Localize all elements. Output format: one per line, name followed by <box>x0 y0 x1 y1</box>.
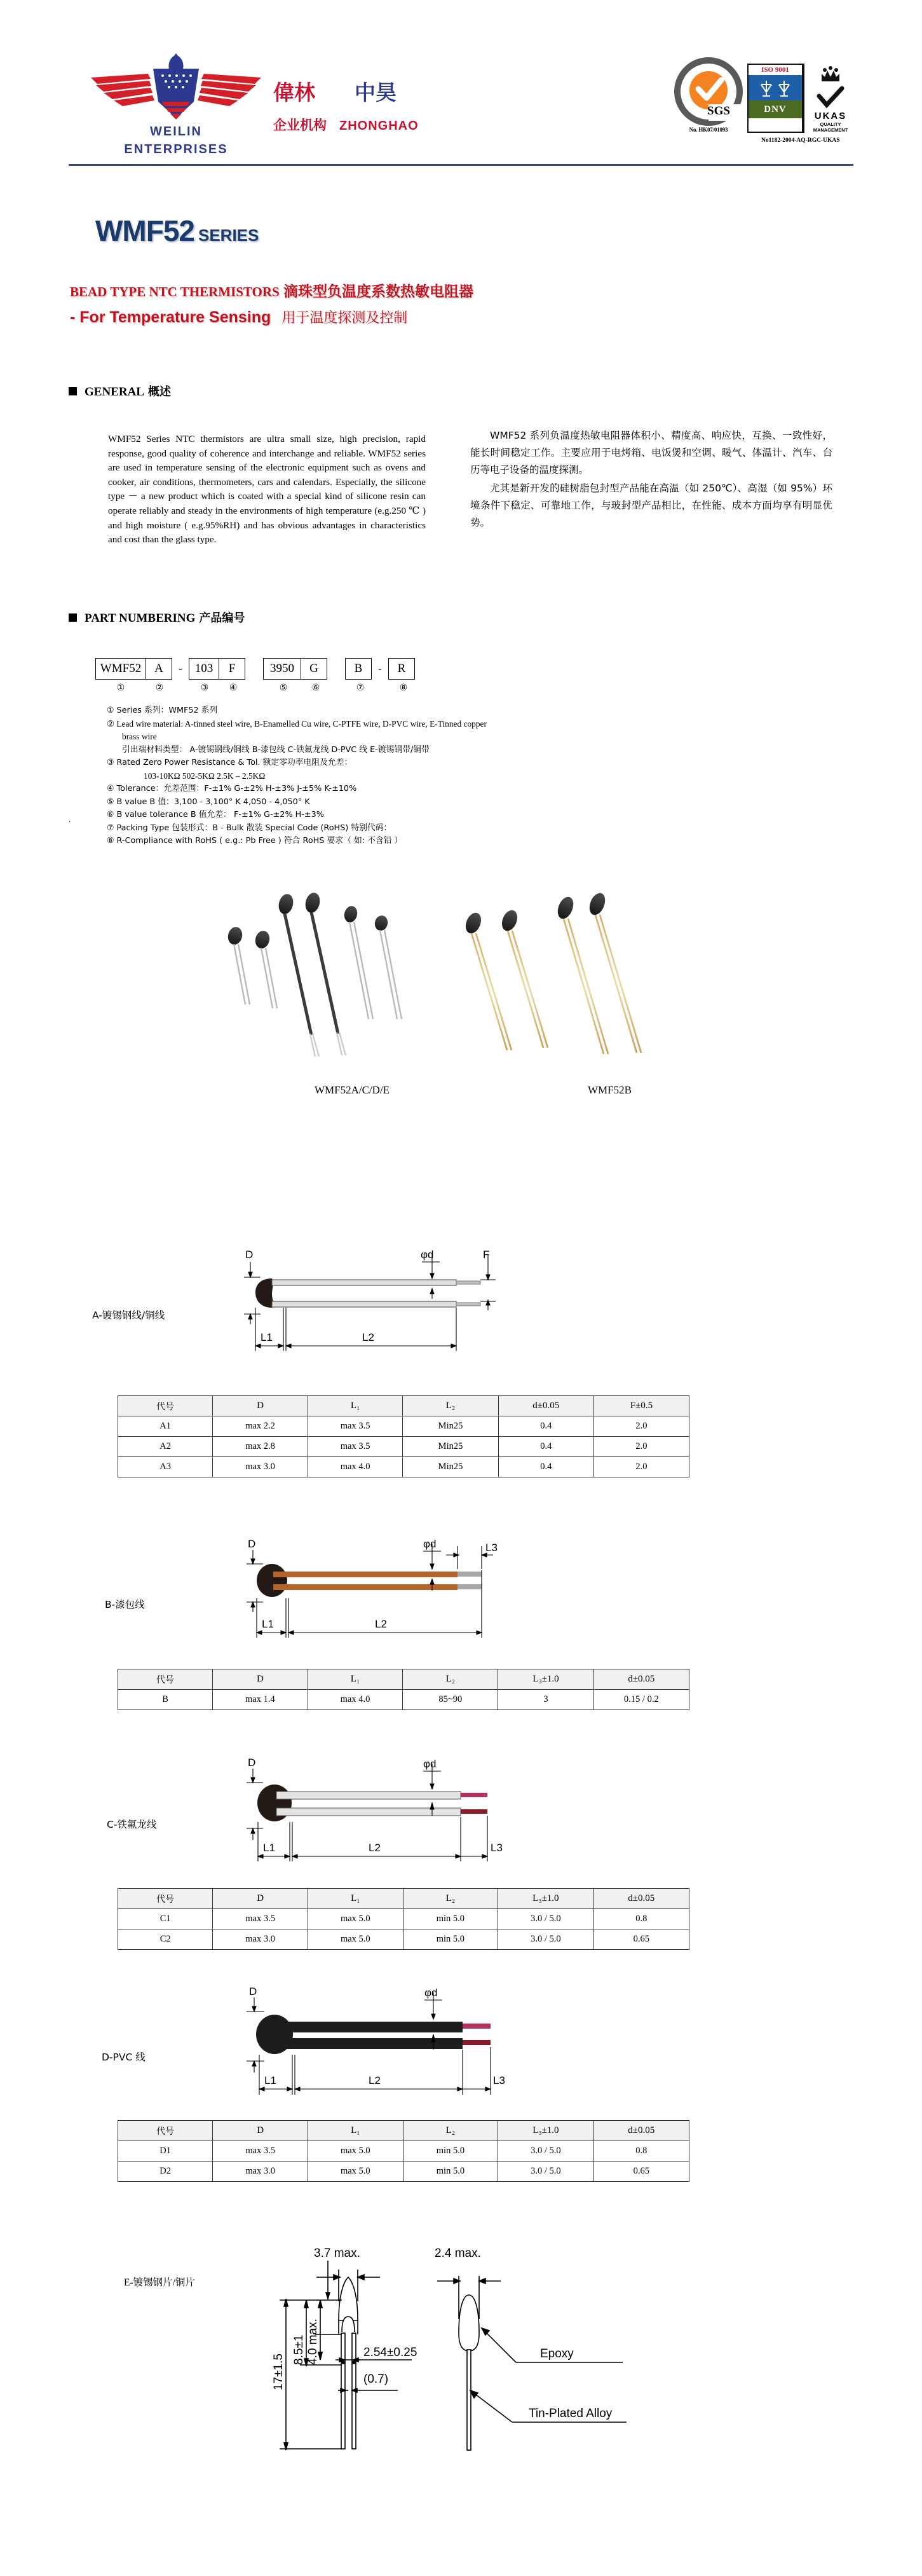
table-a-r1c4: 0.4 <box>498 1437 593 1457</box>
table-c-r1c1: max 3.0 <box>213 1929 308 1950</box>
general-section-heading <box>69 383 171 399</box>
table-d-r1c2: max 5.0 <box>308 2162 403 2182</box>
drawing-e-dim-40: 4.0 max. <box>306 2319 320 2365</box>
drawing-a-dim-D: D <box>245 1249 254 1261</box>
table-a-r1c1: max 2.8 <box>213 1437 308 1457</box>
iso9001-label: ISO 9001 <box>761 66 789 74</box>
drawing-e-diagram <box>267 2238 712 2492</box>
table-a-r0c4: 0.4 <box>498 1416 593 1437</box>
table-a-th-0: 代号 <box>118 1396 213 1416</box>
company-name-en-line1: WEILIN <box>150 125 202 139</box>
part-numbering-heading <box>69 609 245 626</box>
pn-mark-8: ⑧ <box>399 683 408 693</box>
pn-note-3a: ③ Rated Zero Power Resistance & Tol. 额定零功率电阻及允差： <box>107 758 353 767</box>
table-a-r2c4: 0.4 <box>498 1457 593 1477</box>
title-series: SERIES <box>198 226 259 245</box>
drawing-a-dim-L2: L2 <box>362 1331 374 1343</box>
part-numbering-heading-en: PART NUMBERING <box>85 612 196 625</box>
table-row <box>118 2141 689 2162</box>
table-c-r0c0: C1 <box>118 1909 213 1929</box>
drawing-c-dim-L3: L3 <box>491 1842 503 1854</box>
pn-mark-5: ⑤ <box>279 683 288 693</box>
table-type-c <box>118 1888 689 1950</box>
header-divider <box>69 164 853 166</box>
pn-box-bvalue-tolerance: G <box>301 659 327 679</box>
table-a-r0c0: A1 <box>118 1416 213 1437</box>
part-number-boxes-row <box>95 658 417 680</box>
drawing-a-diagram <box>241 1243 648 1370</box>
drawing-c-dim-L2: L2 <box>369 1842 381 1854</box>
general-heading-cn: 概述 <box>147 385 171 399</box>
page-header <box>0 0 922 172</box>
pn-box-tolerance: F <box>219 659 245 679</box>
table-b-th-0: 代号 <box>118 1669 213 1690</box>
general-cn-paragraph-2: 尤其是新开发的硅树脂包封型产品能在高温（如 250℃）、高湿（如 95%）环境条件下稳定、可靠地工作，与玻封型产品相比，在性能、成本方面均享有明显优势。 <box>470 483 832 528</box>
subtitle2-en: - For Temperature Sensing <box>70 308 271 326</box>
general-cn-paragraph-1: WMF52 系列负温度热敏电阻器体积小、精度高、响应快，互换、一致性好，能长时间稳定工作。主要应用于电烤箱、电饭煲和空调、暖气、体温计、汽车、台历等电子设备的温度探测。 <box>470 430 832 476</box>
pn-mark-4: ④ <box>229 683 238 693</box>
drawing-e-dim-17: 17±1.5 <box>272 2353 285 2390</box>
dnv-label: DNV <box>764 104 787 114</box>
general-heading-en: GENERAL <box>85 385 144 399</box>
photo-caption-left: WMF52A/C/D/E <box>315 1084 390 1096</box>
table-a-header-row <box>118 1396 689 1416</box>
table-b-r0c1: max 1.4 <box>213 1690 308 1710</box>
table-d-r1c1: max 3.0 <box>213 2162 308 2182</box>
drawing-c-dim-D: D <box>248 1757 256 1769</box>
pn-box-packing: B <box>346 659 371 679</box>
table-type-b <box>118 1669 689 1710</box>
table-row <box>118 1437 689 1457</box>
subtitle-cn: 滴珠型负温度系数热敏电阻器 <box>283 284 473 300</box>
pn-box-bvalue: 3950 <box>264 659 301 679</box>
thermistor-photo-group <box>210 884 731 1068</box>
part-numbering-notes <box>107 704 850 848</box>
part-number-index-marks <box>95 683 417 693</box>
drawing-b-dim-L3: L3 <box>485 1542 498 1554</box>
table-d-th-4: L₃±1.0 <box>498 2121 593 2141</box>
table-a-r1c3: Min25 <box>403 1437 498 1457</box>
table-d-th-5: d±0.05 <box>593 2121 689 2141</box>
drawing-b-label: B-漆包线 <box>105 1599 145 1610</box>
part-number-group-5 <box>388 658 415 680</box>
table-c-th-5: d±0.05 <box>593 1889 689 1909</box>
table-c-r0c2: max 5.0 <box>308 1909 403 1929</box>
stray-punctuation: . <box>69 814 71 824</box>
chinese-brand-block <box>273 76 489 134</box>
part-number-group-1 <box>95 658 172 680</box>
table-c-r1c3: min 5.0 <box>403 1929 498 1950</box>
pn-note-2a: ② Lead wire material: A-tinned steel wire, B-Enamelled Cu wire, C-PTFE wire, D-PVC wire, E-Tinned copper <box>107 718 487 729</box>
ukas-wordmark: UKAS <box>814 111 847 121</box>
table-a-th-1: D <box>213 1396 308 1416</box>
table-a-r0c3: Min25 <box>403 1416 498 1437</box>
pn-mark-2: ② <box>155 683 164 693</box>
title-main: WMF52 <box>95 214 194 247</box>
drawing-e-label: E-镀锡钢片/铜片 <box>124 2277 195 2288</box>
table-a-r1c0: A2 <box>118 1437 213 1457</box>
pn-note-1: ① Series 系列：WMF52 系列 <box>107 706 218 715</box>
drawing-a-dim-L1: L1 <box>261 1331 273 1343</box>
table-c-th-4: L₃±1.0 <box>498 1889 593 1909</box>
company-name-en-line2: ENTERPRISES <box>124 142 228 156</box>
table-a-r1c2: max 3.5 <box>308 1437 403 1457</box>
drawing-e-note-alloy: Tin-Plated Alloy <box>529 2407 613 2420</box>
drawing-e-dim-07: (0.7) <box>363 2373 389 2386</box>
table-row <box>118 1457 689 1477</box>
brand-zhonghao-cn: 中昊 <box>355 80 397 105</box>
table-a-r2c5: 2.0 <box>593 1457 689 1477</box>
drawing-e-dim-37: 3.7 max. <box>314 2247 360 2260</box>
table-a-r1c5: 2.0 <box>593 1437 689 1457</box>
table-a-r2c1: max 3.0 <box>213 1457 308 1477</box>
subtitle-line-2 <box>70 307 407 327</box>
table-b-th-2: L₁ <box>308 1669 403 1690</box>
table-d-r0c4: 3.0 / 5.0 <box>498 2141 593 2162</box>
drawing-a-dim-phid: φd <box>421 1249 434 1261</box>
pn-note-7: ⑦ Packing Type 包装形式：B - Bulk 散装 Special Code (RoHS) 特别代码： <box>107 823 392 833</box>
table-d-th-0: 代号 <box>118 2121 213 2141</box>
subtitle2-cn: 用于温度探测及控制 <box>281 310 408 326</box>
part-number-diagram <box>95 658 417 693</box>
table-b-th-1: D <box>213 1669 308 1690</box>
drawing-b-dim-D: D <box>248 1538 256 1550</box>
subtitle-line-1 <box>70 280 473 301</box>
table-d-r1c0: D2 <box>118 2162 213 2182</box>
weilin-logo-block <box>78 52 275 158</box>
table-c-r1c5: 0.65 <box>593 1929 689 1950</box>
pn-note-2b: brass wire <box>122 732 157 741</box>
drawing-d-dim-L1: L1 <box>264 2074 276 2086</box>
pn-mark-7: ⑦ <box>356 683 365 693</box>
pn-dash-1: - <box>179 662 182 675</box>
ukas-sub-line2: MANAGEMENT <box>813 127 848 133</box>
part-number-group-4 <box>345 658 372 680</box>
table-c-th-0: 代号 <box>118 1889 213 1909</box>
table-type-d <box>118 2120 689 2182</box>
page-title <box>95 214 259 248</box>
table-c-r1c2: max 5.0 <box>308 1929 403 1950</box>
iso9001-dnv-logo <box>747 64 803 133</box>
drawing-c-dim-L1: L1 <box>263 1842 275 1854</box>
table-d-th-1: D <box>213 2121 308 2141</box>
table-c-th-2: L₁ <box>308 1889 403 1909</box>
sgs-certificate-logo <box>674 58 743 133</box>
table-b-r0c4: 3 <box>498 1690 593 1710</box>
eagle-logo-icon <box>81 52 271 122</box>
pn-note-2c: 引出端材料类型： A-镀锡钢线/铜线 B-漆包线 C-铁氟龙线 D-PVC 线 E-镀锡钢带/铜带 <box>122 744 430 755</box>
pn-dash-2: - <box>378 662 382 675</box>
photo-caption-right: WMF52B <box>588 1084 632 1096</box>
table-a-th-5: F±0.5 <box>593 1396 689 1416</box>
table-c-header-row <box>118 1889 689 1909</box>
table-d-r1c3: min 5.0 <box>403 2162 498 2182</box>
table-c-th-1: D <box>213 1889 308 1909</box>
pn-box-rohs: R <box>389 659 414 679</box>
table-b-r0c3: 85~90 <box>403 1690 498 1710</box>
table-b-r0c0: B <box>118 1690 213 1710</box>
sgs-certificate-number: No. HK07/01093 <box>689 127 728 133</box>
part-number-group-3 <box>263 658 327 680</box>
table-b-th-5: d±0.05 <box>593 1669 689 1690</box>
general-body-english: WMF52 Series NTC thermistors are ultra small size, high precision, rapid response, good quality of coherence and interchange and reliable. WMF52 series are used in temperature sensing of the electronic equipment such as ovens and cooker, air conditions, thermometers, cars and calendars. Especially, the silicone type － a new product which is coated with a special kind of silicone resin can operate reliably and steady in the environments of high temperature (e.g.250 ℃ ) and high moisture ( e.g.95%RH) and has obvious advantages in characteristics and cost than the glass type. <box>108 434 426 545</box>
part-numbering-heading-cn: 产品编号 <box>199 612 245 625</box>
table-d-header-row <box>118 2121 689 2141</box>
certification-logos <box>674 58 854 133</box>
table-d-th-2: L₁ <box>308 2121 403 2141</box>
bullet-square-icon <box>69 387 77 395</box>
drawing-e-note-epoxy: Epoxy <box>540 2347 574 2360</box>
pn-note-3b: 103-10KΩ 502-5KΩ 2.5K – 2.5KΩ <box>144 771 266 781</box>
table-b-th-4: L₃±1.0 <box>498 1669 593 1690</box>
drawing-e-dim-254: 2.54±0.25 <box>363 2346 417 2359</box>
table-c-r0c1: max 3.5 <box>213 1909 308 1929</box>
drawing-e-dim-85: 8.5±1 <box>292 2334 306 2365</box>
ukas-logo <box>803 64 854 133</box>
product-photographs <box>210 884 731 1068</box>
brand-weilin-cn: 偉林 <box>273 80 315 105</box>
drawing-c-diagram <box>241 1755 648 1875</box>
table-d-r1c5: 0.65 <box>593 2162 689 2182</box>
table-c-r0c5: 0.8 <box>593 1909 689 1929</box>
checkmark-icon <box>815 87 846 107</box>
table-a-r0c1: max 2.2 <box>213 1416 308 1437</box>
table-d-r0c3: min 5.0 <box>403 2141 498 2162</box>
table-d-r0c5: 0.8 <box>593 2141 689 2162</box>
subtitle-en: BEAD TYPE NTC THERMISTORS <box>70 284 280 299</box>
pn-mark-6: ⑥ <box>311 683 320 693</box>
table-c-r1c4: 3.0 / 5.0 <box>498 1929 593 1950</box>
table-row <box>118 1690 689 1710</box>
table-b-header-row <box>118 1669 689 1690</box>
pn-note-4: ④ Tolerance：允差范围：F-±1% G-±2% H-±3% J-±5% K-±10% <box>107 784 357 793</box>
part-number-group-2 <box>189 658 245 680</box>
table-a-r0c2: max 3.5 <box>308 1416 403 1437</box>
table-row <box>118 1416 689 1437</box>
drawing-c-label: C-铁氟龙线 <box>107 1819 157 1830</box>
ukas-certificate-number: No1182-2004-AQ-RGC-UKAS <box>761 137 840 144</box>
table-a-th-2: L₁ <box>308 1396 403 1416</box>
bullet-square-icon <box>69 613 77 622</box>
table-b-r0c2: max 4.0 <box>308 1690 403 1710</box>
table-row <box>118 1929 689 1950</box>
drawing-d-label: D-PVC 线 <box>102 2052 146 2063</box>
drawing-b-dim-phid: φd <box>423 1538 437 1550</box>
pn-note-5: ⑤ B value B 值：3,100 - 3,100° K 4,050 - 4,050° K <box>107 797 310 807</box>
ukas-sub-line1: QUALITY <box>820 121 841 127</box>
sgs-wordmark: SGS <box>707 104 730 118</box>
pn-box-resistance: 103 <box>189 659 219 679</box>
table-d-r0c1: max 3.5 <box>213 2141 308 2162</box>
drawing-d-diagram <box>241 1983 648 2107</box>
pn-box-series: WMF52 <box>96 659 146 679</box>
table-a-r2c3: Min25 <box>403 1457 498 1477</box>
table-b-r0c5: 0.15 / 0.2 <box>593 1690 689 1710</box>
table-d-th-3: L₂ <box>403 2121 498 2141</box>
table-d-r0c0: D1 <box>118 2141 213 2162</box>
table-c-r0c3: min 5.0 <box>403 1909 498 1929</box>
pn-note-6: ⑥ B value tolerance B 值允差： F-±1% G-±2% H-±3% <box>107 810 324 819</box>
drawing-d-dim-L3: L3 <box>493 2074 505 2086</box>
drawing-a-dim-F: F <box>483 1249 490 1261</box>
drawing-b-dim-L2: L2 <box>375 1618 387 1630</box>
table-c-r1c0: C2 <box>118 1929 213 1950</box>
dnv-scales-icon <box>749 75 802 100</box>
drawing-e-dim-24: 2.4 max. <box>435 2247 481 2260</box>
pn-mark-1: ① <box>116 683 125 693</box>
table-row <box>118 2162 689 2182</box>
table-row <box>118 1909 689 1929</box>
table-a-r0c5: 2.0 <box>593 1416 689 1437</box>
pn-note-8: ⑧ R-Compliance with RoHS ( e.g.: Pb Free ) 符合 RoHS 要求（ 如: 不含铅 ） <box>107 836 403 846</box>
drawing-a-label: A-镀锡钢线/铜线 <box>92 1310 165 1321</box>
drawing-c-dim-phid: φd <box>423 1758 437 1770</box>
drawing-b-diagram <box>241 1532 648 1653</box>
table-a-th-4: d±0.05 <box>498 1396 593 1416</box>
table-b-th-3: L₂ <box>403 1669 498 1690</box>
pn-mark-3: ③ <box>200 683 209 693</box>
table-c-th-3: L₂ <box>403 1889 498 1909</box>
certificate-numbers <box>674 137 883 144</box>
brand-zhonghao-pinyin: ZHONGHAO <box>339 119 419 133</box>
table-d-r1c4: 3.0 / 5.0 <box>498 2162 593 2182</box>
pn-box-lead-wire: A <box>146 659 172 679</box>
table-type-a <box>118 1395 689 1477</box>
drawing-d-dim-L2: L2 <box>369 2074 381 2086</box>
brand-subtitle-cn: 企业机构 <box>273 118 327 133</box>
table-a-r2c0: A3 <box>118 1457 213 1477</box>
table-a-r2c2: max 4.0 <box>308 1457 403 1477</box>
drawing-b-dim-L1: L1 <box>262 1618 274 1630</box>
drawing-d-dim-phid: φd <box>424 1987 438 1999</box>
general-body-chinese <box>470 427 832 533</box>
table-d-r0c2: max 5.0 <box>308 2141 403 2162</box>
drawing-d-dim-D: D <box>249 1985 257 1997</box>
table-a-th-3: L₂ <box>403 1396 498 1416</box>
table-c-r0c4: 3.0 / 5.0 <box>498 1909 593 1929</box>
